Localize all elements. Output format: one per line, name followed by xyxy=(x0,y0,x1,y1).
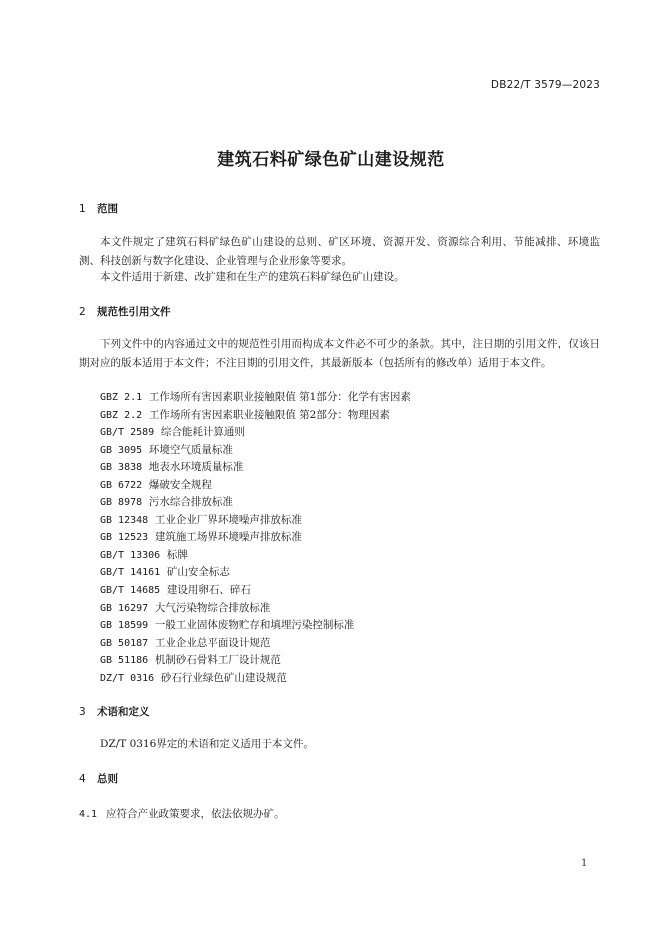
reference-title: 综合能耗计算通则 xyxy=(160,426,245,439)
section-number: 1 xyxy=(79,203,86,215)
reference-item xyxy=(100,547,411,565)
reference-title: 一般工业固体废物贮存和填埋污染控制标准 xyxy=(154,619,355,632)
reference-title: 大气污染物综合排放标准 xyxy=(154,601,271,614)
reference-item xyxy=(100,424,411,442)
reference-code: GB/T 14161 xyxy=(100,567,161,579)
reference-code: GBZ 2.1 xyxy=(100,392,143,403)
reference-title: 建设用卵石、碎石 xyxy=(166,584,251,597)
reference-title: 标牌 xyxy=(166,548,188,561)
reference-item xyxy=(100,635,411,653)
reference-code: GB 8978 xyxy=(100,497,143,509)
normative-refs-intro: 下列文件中的内容通过文中的规范性引用而构成本文件必不可少的条款。其中，注日期的引用文件，仅该日期对应的版本适用于本文件；不注日期的引用文件，其最新版本（包括所有的修改单）适用于本文件。 xyxy=(79,338,600,369)
reference-title: 砂石行业绿色矿山建设规范 xyxy=(160,671,287,684)
reference-item xyxy=(100,670,411,688)
reference-code: GB 6722 xyxy=(100,479,143,491)
reference-item xyxy=(100,477,411,495)
terms-paragraph: DZ/T 0316界定的术语和定义适用于本文件。 xyxy=(100,738,314,750)
reference-title: 环境空气质量标准 xyxy=(148,443,233,456)
reference-title: 工业企业总平面设计规范 xyxy=(154,636,271,649)
standard-code: DB22/T 3579—2023 xyxy=(490,79,600,91)
reference-code: GB 51186 xyxy=(100,655,149,667)
reference-code: GB 50187 xyxy=(100,637,149,649)
reference-item xyxy=(100,494,411,512)
clause-number: 4.1 xyxy=(79,809,98,820)
section-heading-scope xyxy=(79,201,118,216)
reference-item xyxy=(100,459,411,477)
reference-item xyxy=(100,407,411,425)
reference-code: GB/T 14685 xyxy=(100,585,161,597)
reference-code: GB 12348 xyxy=(100,514,149,526)
reference-item xyxy=(100,564,411,582)
reference-item xyxy=(100,652,411,670)
scope-paragraph-2: 本文件适用于新建、改扩建和在生产的建筑石料矿绿色矿山建设。 xyxy=(100,271,405,283)
reference-item xyxy=(100,512,411,530)
reference-title: 地表水环境质量标准 xyxy=(148,461,244,474)
reference-code: GB 18599 xyxy=(100,620,149,632)
section-heading-normative-refs xyxy=(79,304,171,319)
reference-item xyxy=(100,529,411,547)
reference-code: DZ/T 0316 xyxy=(100,672,155,684)
reference-code: GB 3838 xyxy=(100,462,143,474)
scope-paragraph-1: 本文件规定了建筑石料矿绿色矿山建设的总则、矿区环境、资源开发、资源综合利用、节能减排、环境监测、科技创新与数字化建设、企业管理与企业形象等要求。 xyxy=(79,236,600,267)
reference-code: GB/T 2589 xyxy=(100,427,155,439)
reference-code: GB 12523 xyxy=(100,532,149,544)
page-number: 1 xyxy=(581,858,588,869)
reference-title: 工业企业厂界环境噪声排放标准 xyxy=(154,513,302,526)
reference-item xyxy=(100,600,411,618)
document-title: 建筑石料矿绿色矿山建设规范 xyxy=(217,150,445,170)
section-heading-terms xyxy=(79,704,150,719)
reference-item xyxy=(100,617,411,635)
reference-code: GB 16297 xyxy=(100,602,149,614)
reference-item xyxy=(100,582,411,600)
clause-text: 应符合产业政策要求，依法依规办矿。 xyxy=(106,808,285,820)
reference-title: 爆破安全规程 xyxy=(148,478,212,491)
reference-code: GBZ 2.2 xyxy=(100,409,143,421)
section-title: 规范性引用文件 xyxy=(97,306,171,318)
section-title: 范围 xyxy=(97,203,118,215)
reference-code: GB/T 13306 xyxy=(100,549,161,561)
reference-title: 矿山安全标志 xyxy=(166,566,230,579)
reference-title: 污水综合排放标准 xyxy=(148,496,233,509)
reference-item xyxy=(100,389,411,407)
section-heading-general xyxy=(79,771,118,786)
reference-title: 建筑施工场界环境噪声排放标准 xyxy=(154,531,302,544)
section-number: 3 xyxy=(79,706,86,718)
reference-title: 工作场所有害因素职业接触限值 第1部分：化学有害因素 xyxy=(148,391,411,403)
reference-list xyxy=(100,389,411,687)
section-title: 术语和定义 xyxy=(97,706,150,718)
reference-item xyxy=(100,442,411,460)
section-title: 总则 xyxy=(97,773,118,785)
reference-code: GB 3095 xyxy=(100,444,143,456)
section-number: 4 xyxy=(79,773,86,785)
section-number: 2 xyxy=(79,306,86,318)
reference-title: 工作场所有害因素职业接触限值 第2部分：物理因素 xyxy=(148,408,390,421)
clause-4-1 xyxy=(79,806,285,821)
reference-title: 机制砂石骨料工厂设计规范 xyxy=(154,654,281,667)
